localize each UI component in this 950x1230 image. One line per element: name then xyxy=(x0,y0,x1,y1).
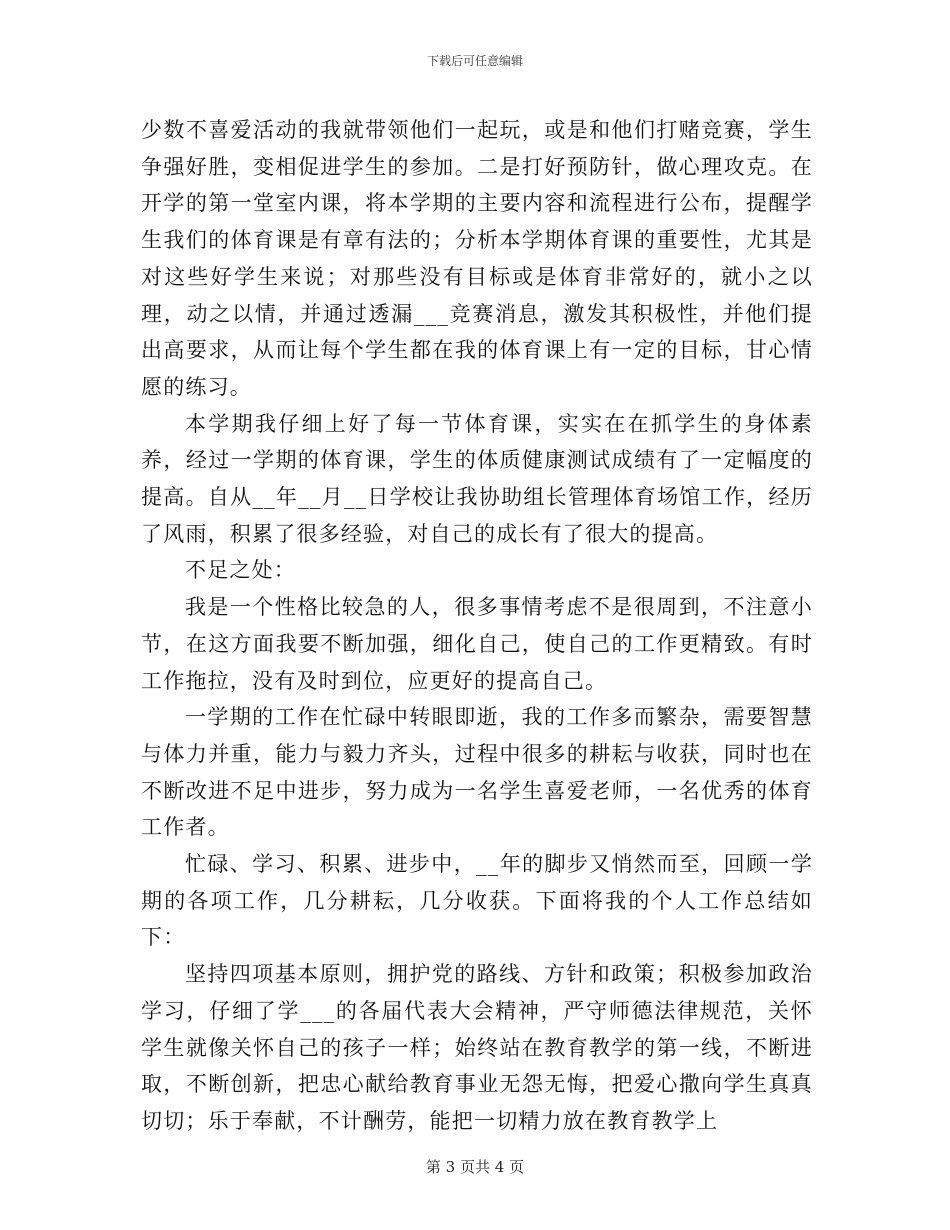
page-number: 第 3 页共 4 页 xyxy=(425,1158,525,1176)
paragraph: 坚持四项基本原则，拥护党的路线、方针和政策；积极参加政治学习，仔细了学___的各届代表大会精神，严守师德法律规范，关怀学生就像关怀自己的孩子一样；始终站在教育教学的第一线，不断进取，不断创新，把忠心献给教育事业无怨无悔，把爱心撒向学生真真切切；乐于奉献，不计酬劳，能把一切精力放在教育教学上 xyxy=(141,962,813,1133)
paragraph: 一学期的工作在忙碌中转眼即逝，我的工作多而繁杂，需要智慧与体力并重，能力与毅力齐头，过程中很多的耕耘与收获，同时也在不断改进不足中进步，努力成为一名学生喜爱老师，一名优秀的体育工作者。 xyxy=(141,705,813,840)
page-header: 下载后可任意编辑 xyxy=(426,54,523,68)
paragraph: 本学期我仔细上好了每一节体育课，实实在在抓学生的身体素养，经过一学期的体育课，学生的体质健康测试成绩有了一定幅度的提高。自从__年__月__日学校让我协助组长管理体育场馆工作，经历了风雨，积累了很多经验，对自己的成长有了很大的提高。 xyxy=(141,411,813,546)
paragraph-continuation: 少数不喜爱活动的我就带领他们一起玩，或是和他们打赌竞赛，学生争强好胜，变相促进学生的参加。二是打好预防针，做心理攻克。在开学的第一堂室内课，将本学期的主要内容和流程进行公布，提醒学生我们的体育课是有章有法的；分析本学期体育课的重要性，尤其是对这些好学生来说；对那些没有目标或是体育非常好的，就小之以理，动之以情，并通过透漏___竞赛消息，激发其积极性，并他们提出高要求，从而让每个学生都在我的体育课上有一定的目标，甘心情愿的练习。 xyxy=(141,118,813,399)
document-body xyxy=(141,112,813,1140)
paragraph: 忙碌、学习、积累、进步中，__年的脚步又悄然而至，回顾一学期的各项工作，几分耕耘，几分收获。下面将我的个人工作总结如下： xyxy=(141,852,813,950)
section-heading: 不足之处： xyxy=(185,558,296,583)
paragraph: 我是一个性格比较急的人，很多事情考虑不是很周到，不注意小节，在这方面我要不断加强，细化自己，使自己的工作更精致。有时工作拖拉，没有及时到位，应更好的提高自己。 xyxy=(141,595,813,693)
